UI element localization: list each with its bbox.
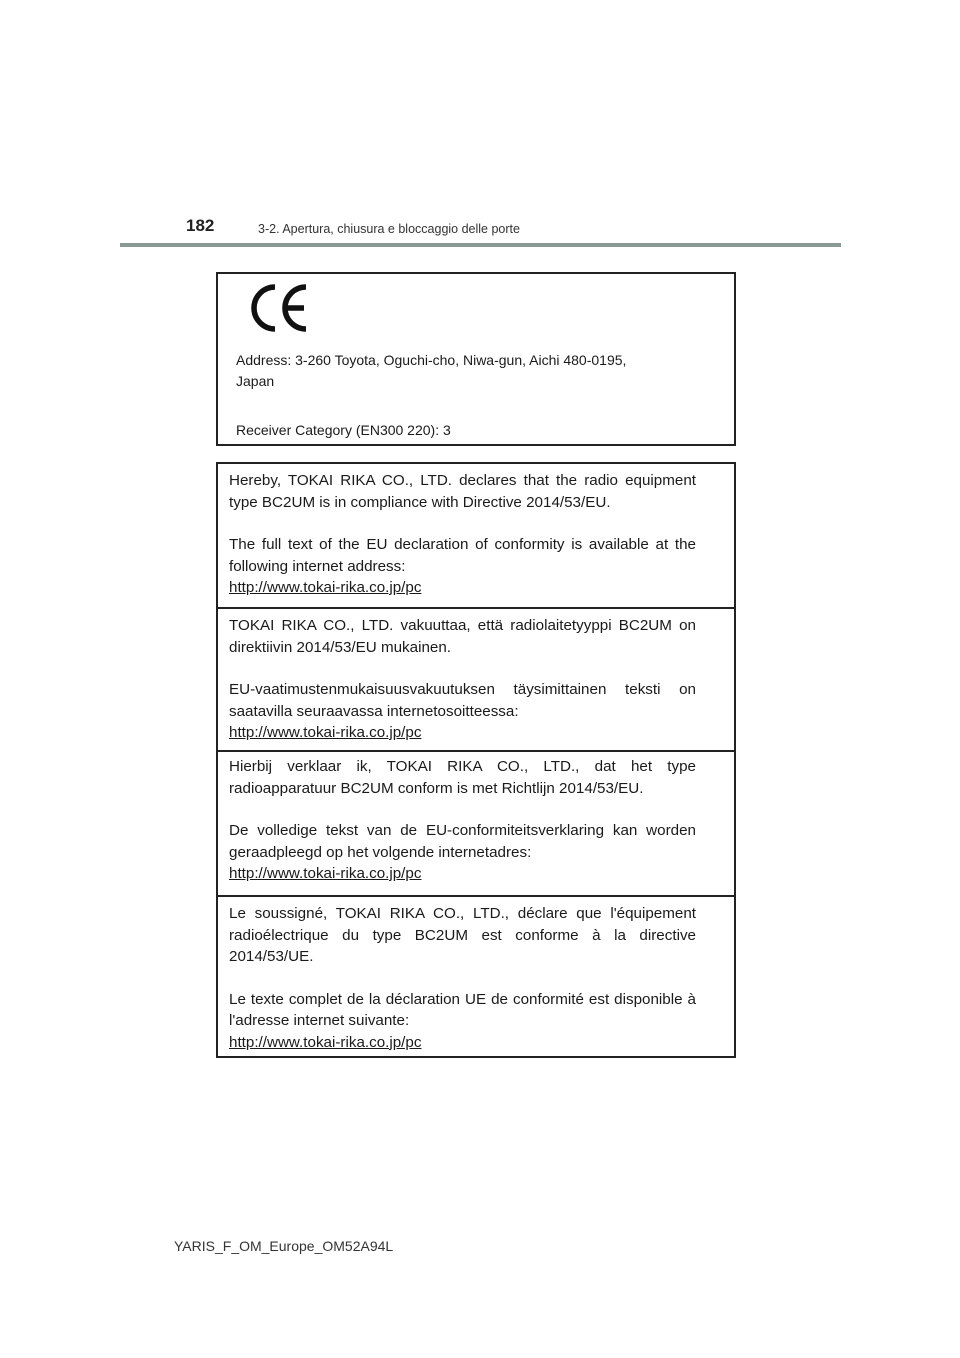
receiver-category: Receiver Category (EN300 220): 3 <box>236 422 451 438</box>
declaration-url-link[interactable]: http://www.tokai-rika.co.jp/pc <box>229 865 422 882</box>
manufacturer-address: Address: 3-260 Toyota, Oguchi-cho, Niwa-gun, Aichi 480-0195, Japan <box>236 352 627 389</box>
declaration-availability: Le texte complet de la déclaration UE de conformité est disponible à l'adresse internet suivante: http://www.tokai-rika.co.jp/pc <box>229 990 696 1051</box>
ce-mark-icon <box>248 284 310 337</box>
document-code: YARIS_F_OM_Europe_OM52A94L <box>174 1238 394 1254</box>
declaration-english <box>218 464 734 609</box>
declaration-url-link[interactable]: http://www.tokai-rika.co.jp/pc <box>229 1033 422 1051</box>
declaration-url-link[interactable]: http://www.tokai-rika.co.jp/pc <box>229 724 422 741</box>
declaration-statement: TOKAI RIKA CO., LTD. vakuuttaa, että radiolaitetyyppi BC2UM on direktiivin 2014/53/EU mukainen. <box>229 617 696 656</box>
declaration-availability: The full text of the EU declaration of conformity is available at the following internet address: http://www.tokai-rika.co.jp/pc <box>229 536 696 596</box>
section-title: 3-2. Apertura, chiusura e bloccaggio delle porte <box>258 222 520 236</box>
declaration-french <box>218 897 734 1056</box>
page-number: 182 <box>186 216 215 235</box>
header-rule <box>120 243 841 247</box>
ce-info-box <box>216 272 736 446</box>
declaration-availability: EU-vaatimustenmukaisuusvakuutuksen täysimittainen teksti on saatavilla seuraavassa internetosoitteessa: http://www.tokai-rika.co.jp/pc <box>229 681 696 741</box>
declaration-url-link[interactable]: http://www.tokai-rika.co.jp/pc <box>229 579 422 596</box>
declaration-statement: Hierbij verklaar ik, TOKAI RIKA CO., LTD., dat het type radioapparatuur BC2UM conform is met Richtlijn 2014/53/EU. <box>229 758 696 797</box>
declaration-availability: De volledige tekst van de EU-conformiteitsverklaring kan worden geraadpleegd op het volgende internetadres: http://www.tokai-rika.co.jp/pc <box>229 822 696 882</box>
declaration-finnish <box>218 609 734 752</box>
declaration-statement: Hereby, TOKAI RIKA CO., LTD. declares that the radio equipment type BC2UM is in compliance with Directive 2014/53/EU. <box>229 472 696 511</box>
declaration-statement: Le soussigné, TOKAI RIKA CO., LTD., déclare que l'équipement radioélectrique du type BC2UM est conforme à la directive 2014/53/UE. <box>229 905 696 965</box>
declarations-box <box>216 462 736 1058</box>
declaration-dutch <box>218 752 734 897</box>
